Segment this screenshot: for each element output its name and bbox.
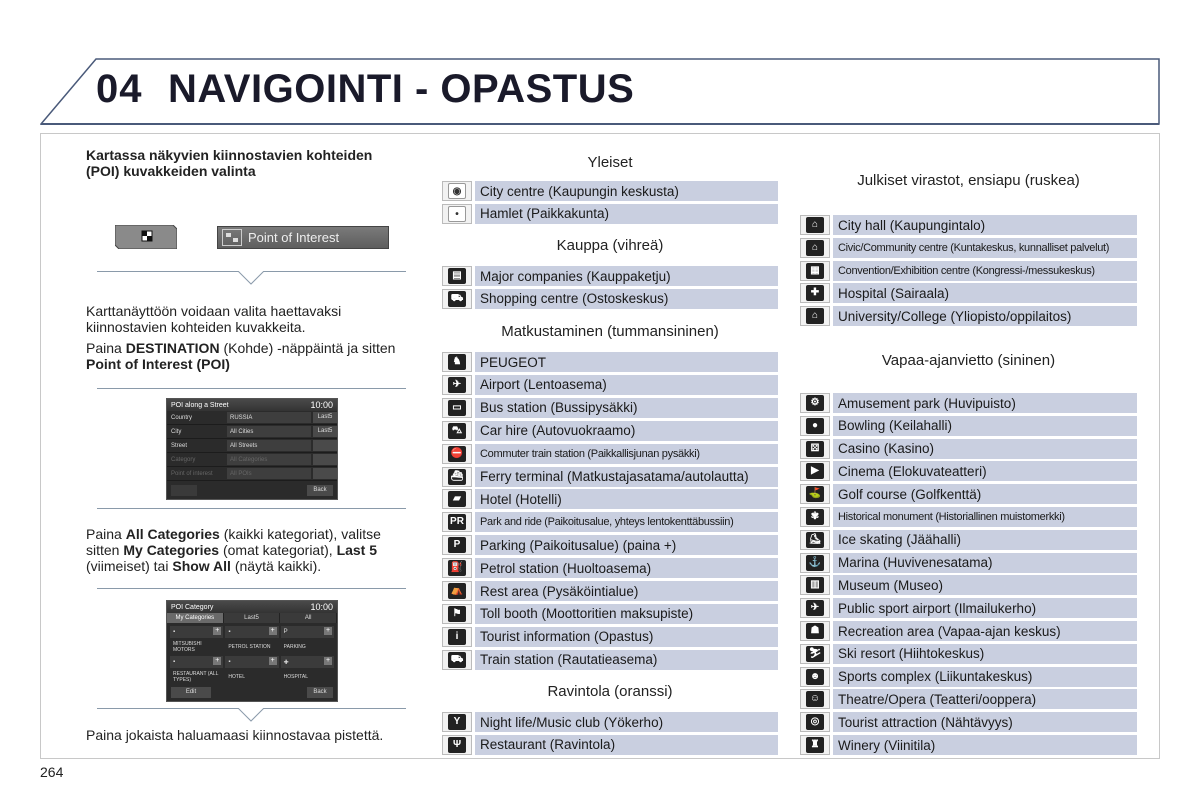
poi-list-item — [442, 650, 778, 670]
recreation-area-icon: ☗ — [806, 623, 824, 639]
poi-list-item — [442, 535, 778, 555]
poi-category-label: Marina (Huvivenesatama) — [833, 553, 1137, 573]
winery-icon: ♜ — [806, 737, 824, 753]
public-sport-airport-icon: ✈ — [806, 600, 824, 616]
poi-category-label: Golf course (Golfkenttä) — [833, 484, 1137, 504]
poi-category-label: Winery (Viinitila) — [833, 735, 1137, 755]
poi-list-item — [442, 444, 778, 464]
poi-list-item — [800, 689, 1137, 709]
category-heading: Julkiset virastot, ensiapu (ruskea) — [857, 172, 1080, 189]
category-heading: Vapaa-ajanvietto (sininen) — [881, 352, 1056, 369]
restaurant-icon: Ψ — [448, 737, 466, 753]
poi-list-item — [442, 467, 778, 487]
poi-category-label: Recreation area (Vapaa-ajan keskus) — [833, 621, 1137, 641]
poi-category-label: Convention/Exhibition centre (Kongressi-/messukeskus) — [833, 261, 1137, 281]
chevron-down-icon — [238, 708, 264, 722]
sports-complex-icon: ☻ — [806, 669, 824, 685]
hotel-icon: ▰ — [448, 491, 466, 507]
poi-list-item — [442, 421, 778, 441]
poi-list-item — [442, 735, 778, 755]
amusement-park-icon: ⚙ — [806, 395, 824, 411]
poi-category-label: Public sport airport (Ilmailukerho) — [833, 598, 1137, 618]
poi-category-label: Ski resort (Hiihtokeskus) — [833, 644, 1137, 664]
poi-list-item — [442, 352, 778, 372]
poi-category-label: Bowling (Keilahalli) — [833, 416, 1137, 436]
ski-resort-icon: ⛷ — [806, 646, 824, 662]
divider — [97, 508, 406, 509]
category-heading: Kauppa (vihreä) — [556, 237, 664, 254]
paragraph-3: Paina All Categories (kaikki kategoriat), valitse sitten My Categories (omat kategoriat), Last 5 (viimeiset) tai Show All (näytä kaikki). — [86, 526, 381, 574]
chevron-down-icon — [238, 271, 264, 285]
poi-button-label: Point of Interest — [248, 230, 340, 245]
destination-button-icon — [115, 225, 177, 249]
poi-list-item — [800, 575, 1137, 595]
page-number: 264 — [40, 764, 64, 780]
train-station-icon: ⛟ — [448, 652, 466, 668]
poi-list-item — [442, 266, 778, 286]
poi-list-item — [442, 181, 778, 201]
petrol-station-icon: ⛽ — [448, 560, 466, 576]
poi-list-item — [800, 530, 1137, 550]
poi-category-label: Park and ride (Paikoitusalue, yhteys lentokenttäbussiin) — [475, 512, 778, 532]
poi-category-label: Shopping centre (Ostoskeskus) — [475, 289, 778, 309]
category-heading: Matkustaminen (tummansininen) — [501, 323, 719, 340]
poi-category-label: Commuter train station (Paikkallisjunan pysäkki) — [475, 444, 778, 464]
poi-category-label: Cinema (Elokuvateatteri) — [833, 461, 1137, 481]
poi-list-item — [442, 581, 778, 601]
poi-category-label: Ferry terminal (Matkustajasatama/autolautta) — [475, 467, 778, 487]
toll-booth-icon: ⚑ — [448, 606, 466, 622]
poi-category-label: Hospital (Sairaala) — [833, 283, 1137, 303]
bus-station-icon: ▭ — [448, 400, 466, 416]
poi-category-label: Bus station (Bussipysäkki) — [475, 398, 778, 418]
historical-monument-icon: ✾ — [806, 509, 824, 525]
poi-list-item — [800, 553, 1137, 573]
poi-list-item — [442, 712, 778, 732]
hospital-icon: ✚ — [806, 285, 824, 301]
parking-icon: P — [448, 537, 466, 553]
poi-list-item — [442, 489, 778, 509]
paragraph-1: Karttanäyttöön voidaan valita haettavaksi kiinnostavien kohteiden kuvakkeita. — [86, 303, 342, 335]
poi-list-item — [800, 416, 1137, 436]
poi-category-label: Hotel (Hotelli) — [475, 489, 778, 509]
major-companies-icon: ▤ — [448, 268, 466, 284]
poi-category-label: PEUGEOT — [475, 352, 778, 372]
poi-list-item — [442, 558, 778, 578]
poi-category-label: Tourist attraction (Nähtävyys) — [833, 712, 1137, 732]
ice-skating-icon: ⛸ — [806, 532, 824, 548]
city-centre-icon: ◉ — [448, 183, 466, 199]
poi-category-label: City centre (Kaupungin keskusta) — [475, 181, 778, 201]
chapter-number: 04 — [96, 67, 143, 111]
section-heading: Kartassa näkyvien kiinnostavien kohteiden (POI) kuvakkeiden valinta — [86, 147, 373, 179]
tourist-information-icon: i — [448, 629, 466, 645]
poi-list-item — [442, 398, 778, 418]
poi-category-label: Train station (Rautatieasema) — [475, 650, 778, 670]
rest-area-icon: ⛺ — [448, 583, 466, 599]
poi-category-label: Restaurant (Ravintola) — [475, 735, 778, 755]
poi-list-item — [800, 238, 1137, 258]
poi-list-item — [800, 598, 1137, 618]
bowling-icon: ● — [806, 418, 824, 434]
poi-category-label: Night life/Music club (Yökerho) — [475, 712, 778, 732]
poi-list-item — [800, 283, 1137, 303]
tourist-attraction-icon: ◎ — [806, 714, 824, 730]
city-hall-icon: ⌂ — [806, 217, 824, 233]
civic-centre-icon: ⌂ — [806, 240, 824, 256]
poi-category-label: Museum (Museo) — [833, 575, 1137, 595]
poi-list-item — [800, 484, 1137, 504]
commuter-train-icon: ⛔ — [448, 446, 466, 462]
cinema-icon: ▶ — [806, 463, 824, 479]
university-icon: ⌂ — [806, 308, 824, 324]
poi-category-label: Petrol station (Huoltoasema) — [475, 558, 778, 578]
poi-list-item — [800, 644, 1137, 664]
category-heading: Yleiset — [587, 154, 633, 171]
category-heading: Ravintola (oranssi) — [547, 683, 673, 700]
casino-icon: ⚄ — [806, 441, 824, 457]
convention-centre-icon: ▦ — [806, 263, 824, 279]
divider — [97, 588, 406, 589]
museum-icon: ▥ — [806, 577, 824, 593]
poi-category-label: Amusement park (Huvipuisto) — [833, 393, 1137, 413]
poi-list-item — [800, 461, 1137, 481]
point-of-interest-button — [217, 226, 389, 249]
poi-list-item — [800, 439, 1137, 459]
marina-icon: ⚓ — [806, 555, 824, 571]
poi-category-label: Car hire (Autovuokraamo) — [475, 421, 778, 441]
poi-category-label: Sports complex (Liikuntakeskus) — [833, 667, 1137, 687]
shopping-centre-icon: ⛟ — [448, 291, 466, 307]
paragraph-2: Paina DESTINATION (Kohde) -näppäintä ja sitten Point of Interest (POI) — [86, 340, 396, 372]
theatre-opera-icon: ☺ — [806, 691, 824, 707]
poi-category-label: Hamlet (Paikkakunta) — [475, 204, 778, 224]
poi-list-item — [442, 512, 778, 532]
poi-category-label: Airport (Lentoasema) — [475, 375, 778, 395]
poi-category-label: Theatre/Opera (Teatteri/ooppera) — [833, 689, 1137, 709]
poi-list-item — [442, 375, 778, 395]
poi-list-item — [800, 712, 1137, 732]
poi-category-screenshot: POI Category 10:00 My Categories Last5 All ▪ + ▪ + P + MITSUBISHI MOTORS PETROL STATION PARKING ▪ + ▪ + ✚ + RESTAURANT (ALL TYPES) HOTEL HOSPITAL Edit Back — [166, 600, 338, 702]
golf-course-icon: ⛳ — [806, 486, 824, 502]
poi-list-item — [800, 621, 1137, 641]
park-and-ride-icon: PR — [448, 514, 466, 530]
paragraph-4: Paina jokaista haluamaasi kiinnostavaa pistettä. — [86, 727, 384, 743]
hamlet-icon: • — [448, 206, 466, 222]
poi-category-label: Historical monument (Historiallinen muistomerkki) — [833, 507, 1137, 527]
poi-category-label: University/College (Yliopisto/oppilaitos) — [833, 306, 1137, 326]
peugeot-icon: ♞ — [448, 354, 466, 370]
poi-list-item — [800, 735, 1137, 755]
poi-category-label: Parking (Paikoitusalue) (paina +) — [475, 535, 778, 555]
poi-list-item — [800, 306, 1137, 326]
poi-list-item — [800, 507, 1137, 527]
poi-list-item — [800, 261, 1137, 281]
poi-category-label: Ice skating (Jäähalli) — [833, 530, 1137, 550]
divider — [97, 388, 406, 389]
poi-list-item — [800, 393, 1137, 413]
poi-category-label: Rest area (Pysäköintialue) — [475, 581, 778, 601]
poi-along-street-screenshot: POI along a Street 10:00 Country RUSSIA Last5 City All Cities Last5 Street All Streets Category All Categories Point of interest All POIs Back — [166, 398, 338, 500]
poi-list-item — [442, 204, 778, 224]
poi-list-item — [442, 627, 778, 647]
night-life-icon: Y — [448, 714, 466, 730]
poi-list-item — [800, 215, 1137, 235]
poi-list-item — [442, 604, 778, 624]
airport-icon: ✈ — [448, 377, 466, 393]
poi-grid-icon — [222, 229, 242, 246]
ferry-terminal-icon: ⛴ — [448, 469, 466, 485]
poi-category-label: Civic/Community centre (Kuntakeskus, kunnalliset palvelut) — [833, 238, 1137, 258]
poi-category-label: Casino (Kasino) — [833, 439, 1137, 459]
poi-category-label: Tourist information (Opastus) — [475, 627, 778, 647]
car-hire-icon: ⛍ — [448, 423, 466, 439]
poi-category-label: Toll booth (Moottoritien maksupiste) — [475, 604, 778, 624]
poi-category-label: Major companies (Kauppaketju) — [475, 266, 778, 286]
poi-list-item — [442, 289, 778, 309]
chapter-title: NAVIGOINTI - OPASTUS — [168, 67, 635, 111]
poi-list-item — [800, 667, 1137, 687]
poi-category-label: City hall (Kaupungintalo) — [833, 215, 1137, 235]
